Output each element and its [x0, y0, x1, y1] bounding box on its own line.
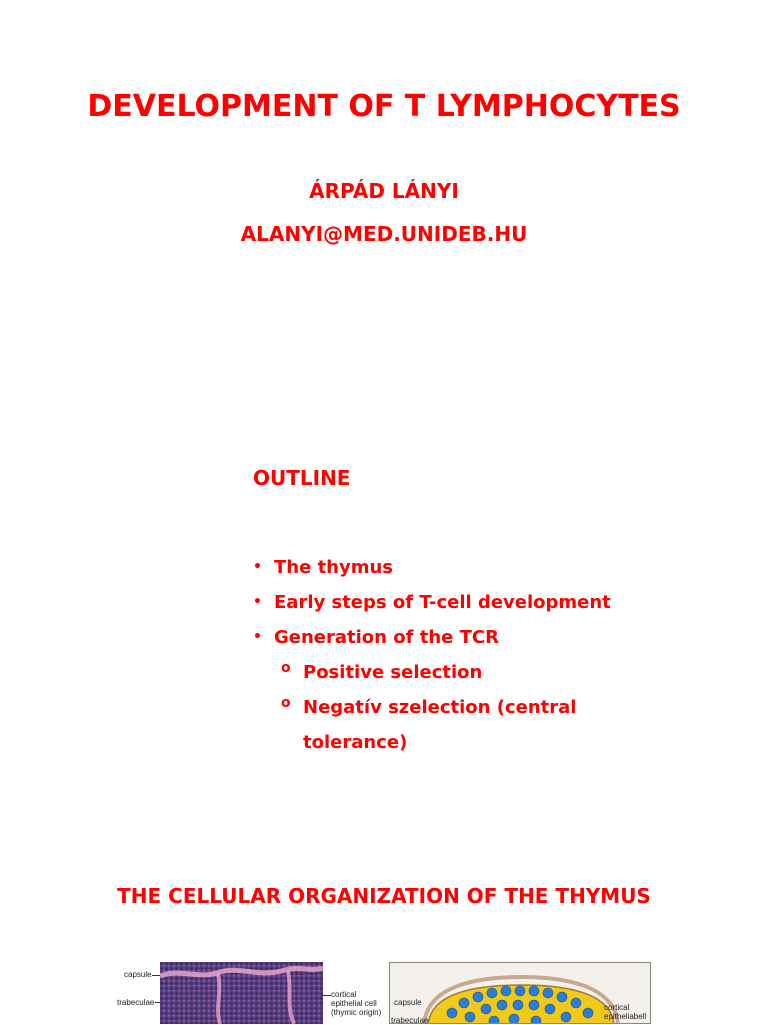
slide-title: DEVELOPMENT OF T LYMPHOCYTES [87, 89, 681, 124]
list-item-text: Early steps of T-cell development [274, 592, 611, 613]
label-capsule-right: capsule [394, 998, 422, 1007]
thymus-section-title: THE CELLULAR ORGANIZATION OF THE THYMUS [117, 884, 651, 908]
list-item [253, 655, 633, 690]
bullet-icon: • [253, 629, 262, 645]
list-item [253, 550, 633, 585]
list-item-text: Positive selection [303, 662, 483, 683]
list-item-text: The thymus [274, 557, 394, 578]
label-cortical-right [604, 1003, 646, 1021]
author-email: ALANYI@MED.UNIDEB.HU [240, 222, 528, 246]
label-cortical-left [331, 990, 381, 1017]
list-item [253, 620, 633, 655]
label-trabeculae-right: trabeculae [391, 1016, 429, 1025]
label-line: cortical [331, 990, 357, 999]
bullet-icon: • [253, 594, 262, 610]
thymus-histology-image [160, 962, 323, 1024]
label-capsule-left: capsule [124, 970, 152, 979]
list-item-text: Negatív szelection (central tolerance) [303, 697, 577, 753]
leader-line [323, 995, 331, 996]
list-item [253, 585, 633, 620]
bullet-icon: • [253, 559, 262, 575]
list-item-text: Generation of the TCR [274, 627, 499, 648]
label-line: cortical [604, 1003, 630, 1012]
histology-svg [160, 962, 323, 1024]
label-line: (thymic origin) [331, 1008, 382, 1017]
sub-bullet-icon: o [281, 695, 291, 711]
label-line: epithelial cell [331, 999, 377, 1008]
label-trabeculae-left: trabeculae [117, 998, 155, 1007]
label-line: epitheliabell [604, 1012, 647, 1021]
outline-heading: OUTLINE [253, 466, 351, 490]
outline-list [253, 550, 633, 760]
sub-bullet-icon: o [281, 660, 291, 676]
author-name: ÁRPÁD LÁNYI [309, 179, 459, 203]
list-item [253, 690, 633, 760]
